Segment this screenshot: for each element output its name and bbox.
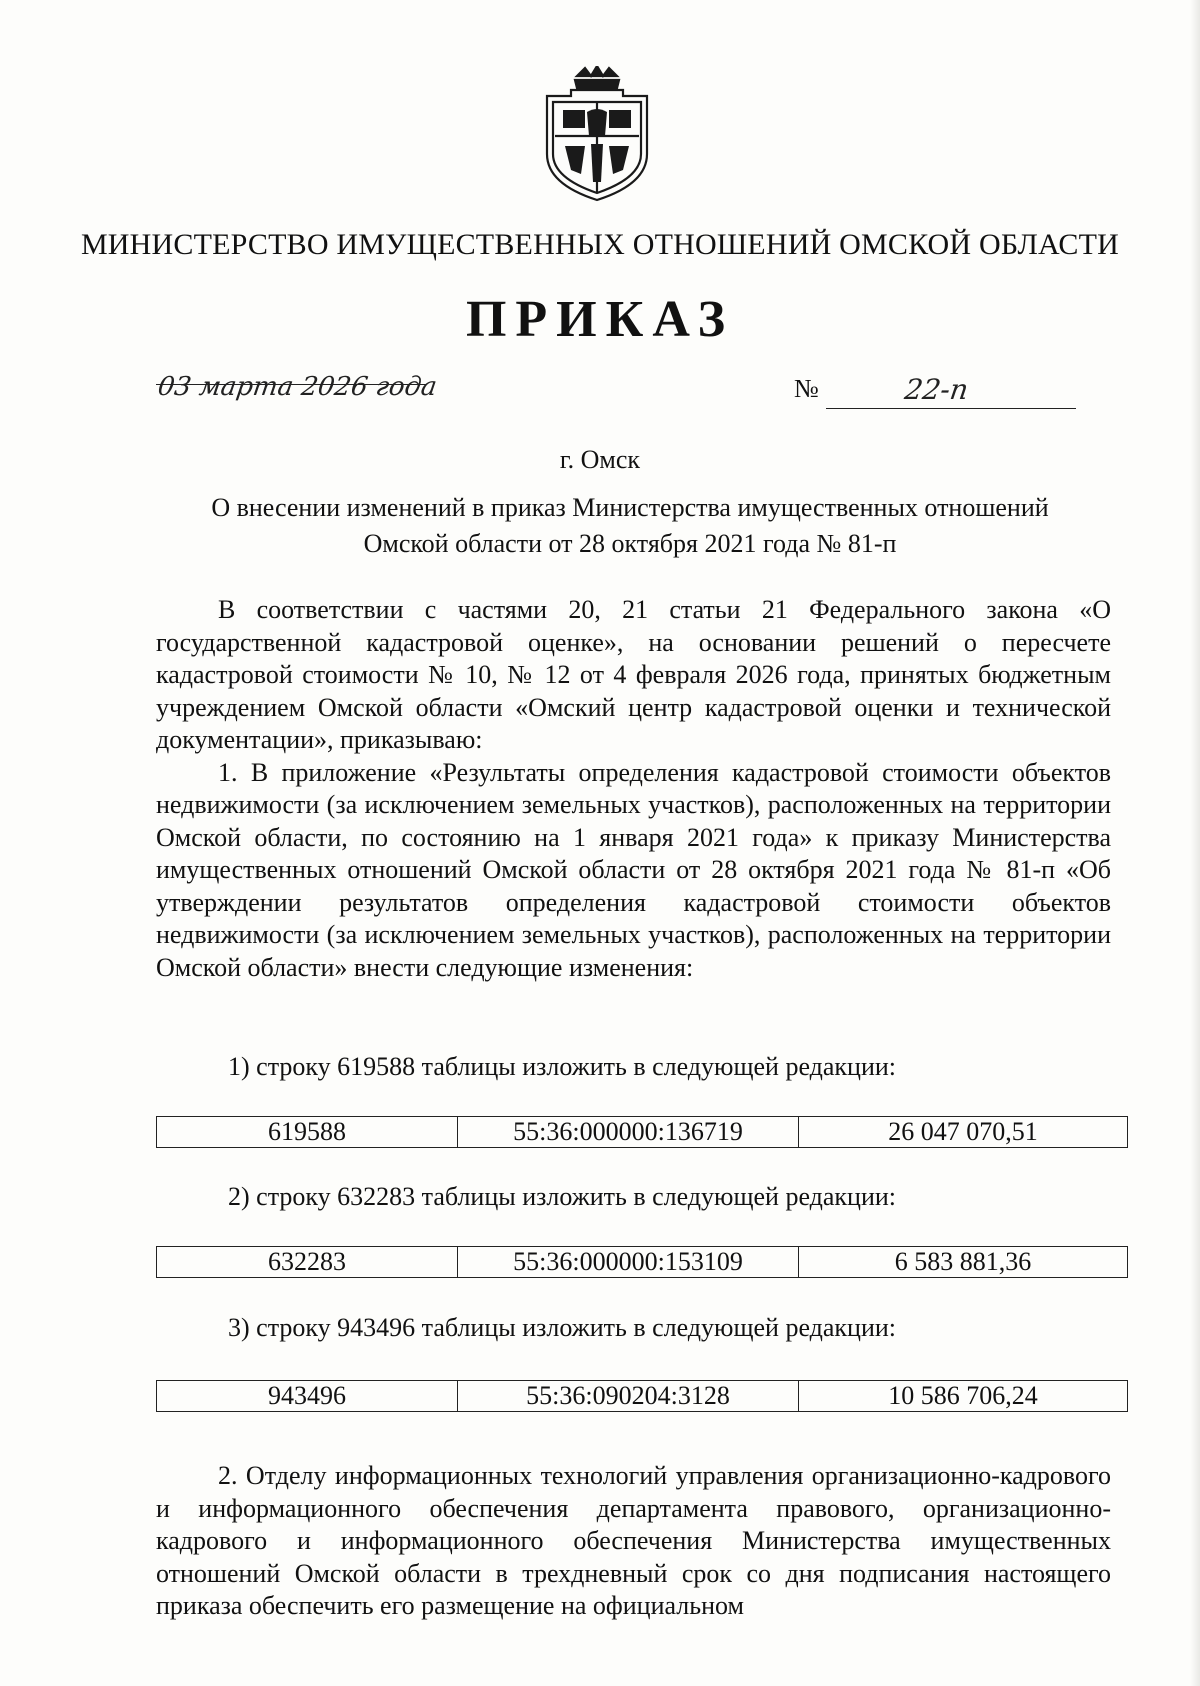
table-row	[156, 1380, 1128, 1412]
row-number-cell: 619588	[268, 1117, 346, 1146]
handwritten-number: 22-п	[902, 373, 971, 406]
change-2-intro: 2) строку 632283 таблицы изложить в следующей редакции:	[228, 1182, 897, 1211]
table-row	[156, 1246, 1128, 1278]
subject-line: О внесении изменений в приказ Министерства имущественных отношений	[211, 493, 1049, 522]
order-subject	[160, 490, 1100, 562]
cadastral-number-cell: 55:36:000000:136719	[457, 1117, 799, 1147]
number-underline	[826, 408, 1076, 409]
item-1-paragraph: 1. В приложение «Результаты определения кадастровой стоимости объектов недвижимости (за исключением земельных участков), расположенных на территории Омской области, по состоянию на 1 января 2021 года» к приказу Министерства имущественных отношений Омской области от 28 октября 2021 года № 81-п «Об утверждении результатов определения кадастровой стоимости объектов недвижимости (за исключением земельных участков), расположенных на территории Омской области» внести следующие изменения:	[156, 757, 1111, 982]
document-type-title: ПРИКАЗ	[465, 291, 735, 348]
number-label: №	[794, 374, 819, 403]
preamble-paragraph: В соответствии с частями 20, 21 статьи 21 Федерального закона «О государственной кадастровой оценке», на основании решений о пересчете кадастровой стоимости № 10, № 12 от 4 февраля 2026 года, принятых бюджетным учреждением Омской области «Омский центр кадастровой оценки и технической документации», приказываю:	[156, 595, 1111, 754]
subject-line: Омской области от 28 октября 2021 года № 81-п	[363, 529, 897, 558]
coat-of-arms-icon	[541, 66, 653, 204]
city: г. Омск	[559, 445, 641, 474]
date-underline	[156, 384, 426, 385]
cadastral-number-cell: 55:36:000000:153109	[457, 1247, 799, 1277]
item-2-block	[156, 1460, 1111, 1623]
cadastral-value-cell: 6 583 881,36	[894, 1247, 1032, 1276]
change-3-intro: 3) строку 943496 таблицы изложить в следующей редакции:	[228, 1313, 897, 1342]
item-2-paragraph: 2. Отделу информационных технологий управления организационно-кадрового и информационного обеспечения департамента правового, организационно-кадрового и информационного обеспечения Министерства имущественных отношений Омской области в трехдневный срок со дня подписания настоящего приказа обеспечить его размещение на официальном	[156, 1461, 1111, 1620]
cadastral-value-cell: 26 047 070,51	[888, 1117, 1038, 1146]
handwritten-date: 03 марта 2026 года	[155, 372, 439, 402]
row-number-cell: 632283	[268, 1247, 346, 1276]
cadastral-value-cell: 10 586 706,24	[888, 1381, 1038, 1410]
cadastral-number-cell: 55:36:090204:3128	[457, 1381, 799, 1411]
change-1-intro: 1) строку 619588 таблицы изложить в следующей редакции:	[228, 1052, 897, 1081]
table-row	[156, 1116, 1128, 1148]
ministry-title: МИНИСТЕРСТВО ИМУЩЕСТВЕННЫХ ОТНОШЕНИЙ ОМСКОЙ ОБЛАСТИ	[80, 228, 1120, 261]
row-number-cell: 943496	[268, 1381, 346, 1410]
preamble-and-item1	[156, 594, 1111, 984]
